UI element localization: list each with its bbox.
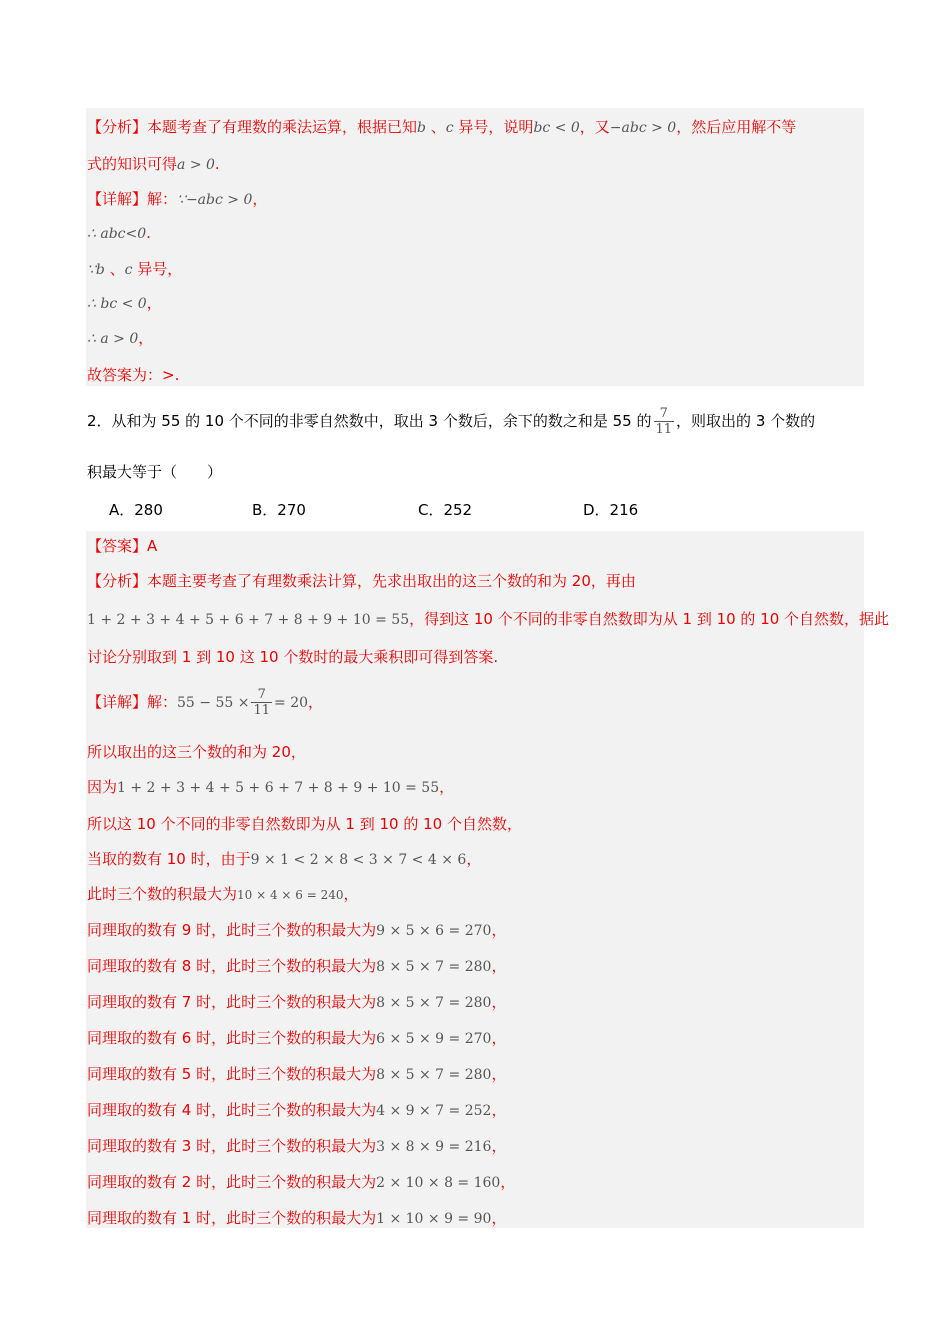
option-d: D．216: [583, 501, 639, 519]
fraction-7-11: [251, 687, 272, 718]
detail-text: 解：: [147, 190, 178, 208]
case-line: [87, 1063, 506, 1086]
case-product: 8 × 5 × 7 = 280: [376, 959, 492, 975]
detail-text: 因为: [87, 778, 118, 796]
detail-line-2: [87, 222, 151, 245]
fraction-denominator: 11: [253, 703, 271, 718]
fraction-7-11: [654, 406, 675, 437]
analysis-text: ，又: [579, 118, 610, 136]
case-text: 同理取的数有 3 时，此时三个数的积最大为: [87, 1137, 377, 1155]
option-a: A．280: [109, 501, 163, 519]
math-product: 10 × 4 × 6 = 240: [237, 888, 344, 902]
math-expression: 55 − 55 ×: [177, 695, 250, 711]
detail-line-5: [87, 327, 153, 350]
comma: ，: [343, 885, 359, 903]
math-sum-expression: 1 + 2 + 3 + 4 + 5 + 6 + 7 + 8 + 9 + 10 = 55: [117, 780, 440, 796]
analysis-text: 本题考查了有理数的乘法运算，根据已知: [147, 118, 418, 136]
detail2-line-3: [87, 776, 454, 799]
math-therefore-abc: ∴ abc<0: [87, 226, 147, 242]
detail2-line-4: [87, 813, 522, 835]
case-text: 同理取的数有 2 时，此时三个数的积最大为: [87, 1173, 377, 1191]
comma: ，: [491, 1137, 507, 1155]
comma: ，: [252, 190, 268, 208]
period: .: [214, 155, 220, 173]
case-line: [87, 1027, 506, 1050]
question-text: 2．从和为 55 的 10 个不同的非零自然数中，取出 3 个数后，余下的数之和是 55 的: [87, 412, 652, 430]
case-text: 同理取的数有 5 时，此时三个数的积最大为: [87, 1065, 377, 1083]
question-text: ，则取出的 3 个数的: [676, 412, 816, 430]
case-text: 同理取的数有 1 时，此时三个数的积最大为: [87, 1209, 377, 1227]
case-product: 1 × 10 × 9 = 90: [376, 1211, 492, 1227]
answer-text: 【答案】A: [87, 537, 158, 555]
analysis2-line-3: [87, 646, 498, 668]
answer-line-1: [87, 364, 179, 386]
comma: ，: [491, 921, 507, 939]
detail2-line-6: [87, 883, 359, 906]
comma: ，: [491, 1101, 507, 1119]
comma: ，: [491, 1209, 507, 1227]
detail-text: 此时三个数的积最大为: [87, 885, 238, 903]
case-text: 同理取的数有 4 时，此时三个数的积最大为: [87, 1101, 377, 1119]
math-therefore-a: ∴ a > 0: [87, 331, 139, 347]
detail-line-1: [87, 188, 267, 211]
comma: ，: [138, 329, 154, 347]
case-product: 8 × 5 × 7 = 280: [376, 1067, 492, 1083]
comma: ，: [146, 294, 162, 312]
question-text: 积最大等于（ ）: [87, 463, 223, 481]
math-c: c: [445, 120, 454, 136]
analysis-text: 式的知识可得: [87, 155, 178, 173]
analysis-text: 异号，说明: [458, 118, 534, 136]
math-bc-lt-0: bc < 0: [533, 120, 580, 136]
case-text: 同理取的数有 9 时，此时三个数的积最大为: [87, 921, 377, 939]
question-2-stem-line-1: [87, 402, 815, 440]
comma: ，: [491, 1065, 507, 1083]
separator: 、: [109, 260, 125, 278]
separator: 、: [430, 118, 446, 136]
case-line: [87, 1207, 506, 1230]
analysis-text: 【分析】本题主要考查了有理数乘法计算，先求出取出的这三个数的和为 20，再由: [87, 572, 636, 590]
solution-block-2: [86, 531, 864, 1228]
analysis-line-1: [87, 116, 796, 139]
detail-line-3: [87, 258, 182, 281]
answer-line-2: [87, 535, 157, 557]
math-because-neg-abc: ∵−abc > 0: [177, 192, 253, 208]
analysis-tag: 【分析】: [87, 118, 148, 136]
math-a-gt-0: a > 0: [177, 157, 215, 173]
math-c: c: [124, 262, 133, 278]
detail-text: 所以取出的这三个数的和为 20，: [87, 743, 306, 761]
comma: ，: [491, 1029, 507, 1047]
math-expression: = 20: [274, 695, 309, 711]
case-product: 4 × 9 × 7 = 252: [376, 1103, 492, 1119]
case-line: [87, 991, 506, 1014]
case-text: 同理取的数有 7 时，此时三个数的积最大为: [87, 993, 377, 1011]
comma: ，: [491, 957, 507, 975]
case-text: 同理取的数有 6 时，此时三个数的积最大为: [87, 1029, 377, 1047]
analysis-text: ，然后应用解不等: [676, 118, 797, 136]
case-product: 3 × 8 × 9 = 216: [376, 1139, 492, 1155]
detail2-line-1: [87, 682, 323, 723]
option-b: B．270: [252, 501, 306, 519]
fraction-numerator: 7: [654, 406, 675, 422]
case-line: [87, 1171, 515, 1194]
comma: ，: [500, 1173, 516, 1191]
case-product: 9 × 5 × 6 = 270: [376, 923, 492, 939]
math-therefore-bc: ∴ bc < 0: [87, 296, 147, 312]
option-c: C．252: [418, 501, 473, 519]
math-because-b: ∵b: [87, 262, 105, 278]
detail-text: 所以这 10 个不同的非零自然数即为从 1 到 10 的 10 个自然数，: [87, 815, 522, 833]
case-line: [87, 955, 506, 978]
fraction-denominator: 11: [655, 422, 673, 437]
detail-text: 当取的数有 10 时，由于: [87, 850, 251, 868]
detail-text: 异号，: [137, 260, 183, 278]
detail-tag: 【详解】解：: [87, 693, 178, 711]
analysis2-line-2: [87, 608, 889, 631]
analysis-text: 讨论分别取到 1 到 10 这 10 个数时的最大乘积即可得到答案.: [87, 648, 499, 666]
analysis-line-2: [87, 153, 220, 176]
period: .: [146, 224, 151, 242]
detail-line-4: [87, 292, 162, 315]
detail2-line-2: [87, 741, 306, 763]
math-inequality: 9 × 1 < 2 × 8 < 3 × 7 < 4 × 6: [250, 852, 467, 868]
analysis2-line-1: [87, 570, 636, 592]
case-text: 同理取的数有 8 时，此时三个数的积最大为: [87, 957, 377, 975]
comma: ，: [491, 993, 507, 1011]
comma: ，: [466, 850, 482, 868]
math-sum-expression: 1 + 2 + 3 + 4 + 5 + 6 + 7 + 8 + 9 + 10 = 55: [87, 612, 410, 628]
case-line: [87, 1135, 506, 1158]
comma: ，: [439, 778, 455, 796]
fraction-numerator: 7: [251, 687, 272, 703]
case-product: 8 × 5 × 7 = 280: [376, 995, 492, 1011]
analysis-text: ，得到这 10 个不同的非零自然数即为从 1 到 10 的 10 个自然数，据此: [409, 610, 890, 628]
detail2-line-5: [87, 848, 481, 871]
math-neg-abc-gt-0: −abc > 0: [609, 120, 677, 136]
case-product: 6 × 5 × 9 = 270: [376, 1031, 492, 1047]
solution-block-1: [86, 108, 864, 386]
math-b: b: [417, 120, 426, 136]
case-product: 2 × 10 × 8 = 160: [376, 1175, 501, 1191]
comma: ，: [308, 693, 324, 711]
detail-tag: 【详解】: [87, 190, 148, 208]
case-line: [87, 1099, 506, 1122]
question-2-stem-line-2: [87, 461, 222, 483]
case-line: [87, 919, 506, 942]
answer-text: 故答案为：>.: [87, 366, 180, 384]
